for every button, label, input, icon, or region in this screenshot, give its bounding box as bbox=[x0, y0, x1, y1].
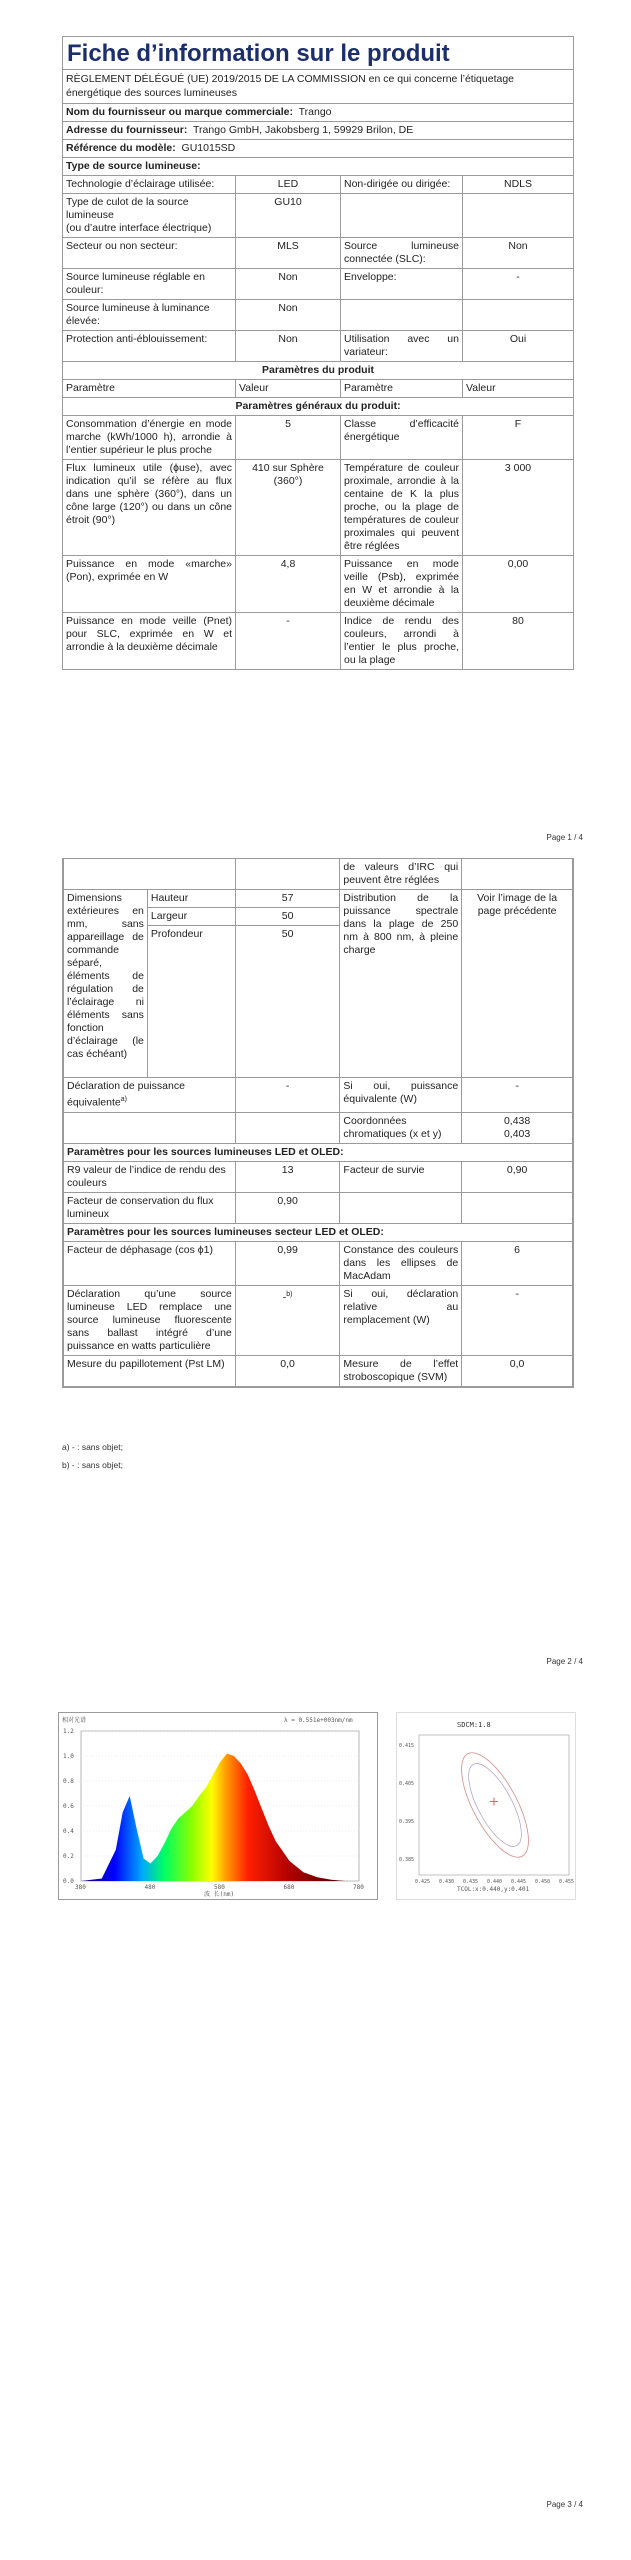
cri-value: 80 bbox=[462, 613, 573, 669]
equiv-label: Déclaration de puissance équivalente bbox=[67, 1080, 185, 1109]
cri-cont: de valeurs d’IRC qui peuvent être réglées bbox=[340, 859, 462, 890]
envelope-value: - bbox=[462, 269, 573, 299]
led-title: Paramètres pour les sources lumineuses LED et OLED: bbox=[64, 1143, 573, 1161]
equiv-w-value: - bbox=[462, 1078, 573, 1113]
class-label: Classe d’efficacité énergétique bbox=[340, 416, 462, 459]
general-title: Paramètres généraux du produit: bbox=[235, 400, 401, 412]
sdcm-x-tick: 0.445 bbox=[511, 1879, 527, 1885]
mains-value: MLS bbox=[235, 238, 340, 268]
page-3 bbox=[0, 1700, 631, 2520]
page-1 bbox=[0, 0, 631, 842]
spectrum-title: 相对光谱 bbox=[62, 1717, 87, 1724]
sdcm-x-tick: 0.450 bbox=[535, 1879, 551, 1885]
r9-label: R9 valeur de l’indice de rendu des couleurs bbox=[64, 1161, 236, 1192]
pf-label: Facteur de déphasage (cos ϕ1) bbox=[64, 1241, 236, 1285]
params-table bbox=[63, 859, 573, 1387]
tech-label: Technologie d’éclairage utilisée: bbox=[66, 178, 215, 190]
supplier-row bbox=[63, 103, 573, 121]
spectrum-x-tick: 680 bbox=[283, 1884, 295, 1891]
cap-row bbox=[63, 193, 573, 237]
spectrum-chart bbox=[58, 1712, 378, 1900]
width-label: Largeur bbox=[147, 908, 235, 926]
replace-label: Déclaration qu’une source lumineuse LED remplace une source lumineuse fluorescente sans ballast intégré d’une puissance en watts particulière bbox=[64, 1285, 236, 1355]
sdcm-chart bbox=[396, 1712, 576, 1900]
dimmer-value: Oui bbox=[462, 331, 573, 361]
dimmer-label: Utilisation avec un variateur: bbox=[340, 331, 462, 361]
highlum-value: Non bbox=[235, 300, 340, 330]
psb-value: 0,00 bbox=[462, 556, 573, 612]
col-value-1: Valeur bbox=[235, 380, 340, 397]
chromaticity-point bbox=[490, 1798, 498, 1806]
sdcm-x-tick: 0.430 bbox=[439, 1879, 455, 1885]
equiv-row bbox=[64, 1078, 573, 1113]
spectrum-xlabel: 波 长(nm) bbox=[204, 1891, 235, 1898]
sdcm-ticks bbox=[399, 1743, 574, 1885]
connected-value: Non bbox=[462, 238, 573, 268]
highlum-label: Source lumineuse à luminance élevée: bbox=[66, 302, 210, 327]
highlum-row bbox=[63, 299, 573, 330]
sdcm-x-tick: 0.455 bbox=[559, 1879, 575, 1885]
page-number-3: Page 3 / 4 bbox=[546, 2500, 583, 2509]
flicker-value: 0,0 bbox=[235, 1355, 340, 1386]
spectrum-y-tick: 0.0 bbox=[63, 1878, 74, 1885]
maint-value: 0,90 bbox=[235, 1192, 340, 1223]
dims-row-1 bbox=[64, 890, 573, 908]
pnet-value: - bbox=[235, 613, 340, 669]
macadam-label: Constance des couleurs dans les ellipses de MacAdam bbox=[340, 1241, 462, 1285]
survival-label: Facteur de survie bbox=[340, 1161, 462, 1192]
address-row bbox=[63, 121, 573, 139]
r9-row bbox=[64, 1161, 573, 1192]
energy-label: Consommation d’énergie en mode marche (kWh/1000 h), arrondie à l’entier supérieur le plus proche bbox=[66, 418, 232, 456]
spectrum-y-tick: 0.6 bbox=[63, 1803, 74, 1810]
general-title-row bbox=[63, 397, 573, 415]
spectrum-y-tick: 1.2 bbox=[63, 1728, 74, 1735]
supplier-value: Trango bbox=[298, 106, 332, 118]
flicker-label: Mesure du papillotement (Pst LM) bbox=[64, 1355, 236, 1386]
supplier-label: Nom du fournisseur ou marque commerciale: bbox=[66, 106, 293, 118]
flux-label: Flux lumineux utile (ɸuse), avec indication qu’il se réfère au flux dans une sphère (360°), dans un cône large (120°) ou dans un cône étroit (90°) bbox=[66, 462, 232, 526]
sdcm-x-tick: 0.425 bbox=[415, 1879, 431, 1885]
pon-row bbox=[63, 555, 573, 612]
sdcm-y-tick: 0.385 bbox=[399, 1857, 415, 1863]
spectrum-y-tick: 0.4 bbox=[63, 1828, 74, 1835]
params-title: Paramètres du produit bbox=[261, 364, 375, 376]
macadam-ellipse-inner bbox=[458, 1756, 531, 1853]
antiglare-label: Protection anti-éblouissement: bbox=[66, 333, 208, 345]
equiv-w-label: Si oui, puissance équivalente (W) bbox=[340, 1078, 462, 1113]
sdcm-x-tick: 0.440 bbox=[487, 1879, 503, 1885]
energy-value: 5 bbox=[235, 416, 340, 459]
cap-label: Type de culot de la source lumineuse bbox=[66, 196, 189, 221]
psb-label: Puissance en mode veille (Psb), exprimée en W et arrondie à la deuxième décimale bbox=[340, 556, 462, 612]
height-value: 57 bbox=[235, 890, 340, 908]
sdcm-x-tick: 0.435 bbox=[463, 1879, 479, 1885]
mains-led-title: Paramètres pour les sources lumineuses secteur LED et OLED: bbox=[64, 1223, 573, 1241]
envelope-label: Enveloppe: bbox=[340, 269, 462, 299]
flicker-row bbox=[64, 1355, 573, 1386]
sdcm-title: SDCM:1.8 bbox=[457, 1721, 491, 1729]
pon-value: 4,8 bbox=[235, 556, 340, 612]
product-info-sheet bbox=[62, 36, 574, 670]
depth-label: Profondeur bbox=[147, 926, 235, 1078]
spectrum-svg bbox=[59, 1713, 377, 1899]
sdcm-y-tick: 0.415 bbox=[399, 1743, 415, 1749]
svm-label: Mesure de l’effet stroboscopique (SVM) bbox=[340, 1355, 462, 1386]
chrom-row bbox=[64, 1112, 573, 1143]
pnet-label: Puissance en mode veille (Pnet) pour SLC, exprimée en W et arrondie à la deuxième décimale bbox=[66, 615, 232, 653]
cri-label: Indice de rendu des couleurs, arrondi à l’entier le plus proche, ou la plage bbox=[340, 613, 462, 669]
maint-row bbox=[64, 1192, 573, 1223]
macadam-value: 6 bbox=[462, 1241, 573, 1285]
cct-value: 3 000 bbox=[462, 460, 573, 555]
chrom-label: Coordonnées chromatiques (x et y) bbox=[340, 1112, 462, 1143]
col-param-2: Paramètre bbox=[340, 380, 462, 397]
type-label: Type de source lumineuse: bbox=[66, 160, 201, 172]
cri-cont-row bbox=[64, 859, 573, 890]
replace-value: - bbox=[282, 1291, 287, 1303]
cap-label-2: (ou d’autre interface électrique) bbox=[66, 222, 212, 234]
class-value: F bbox=[462, 416, 573, 459]
model-label: Référence du modèle: bbox=[66, 142, 176, 154]
spectral-label: Distribution de la puissance spectrale dans la plage de 250 nm à 800 nm, à pleine charge bbox=[340, 890, 462, 1078]
footnote-b: b) - : sans objet; bbox=[62, 1460, 123, 1470]
pf-value: 0,99 bbox=[235, 1241, 340, 1285]
nondir-value: NDLS bbox=[462, 176, 573, 193]
type-row bbox=[63, 157, 573, 175]
r9-value: 13 bbox=[235, 1161, 340, 1192]
page-2 bbox=[0, 858, 631, 1678]
spectrum-x-tick: 380 bbox=[75, 1884, 86, 1891]
mains-label: Secteur ou non secteur: bbox=[66, 240, 178, 252]
cap-value: GU10 bbox=[235, 194, 340, 237]
svm-value: 0,0 bbox=[462, 1355, 573, 1386]
maint-label: Facteur de conservation du flux lumineux bbox=[64, 1192, 236, 1223]
spectrum-x-tick: 480 bbox=[144, 1884, 156, 1891]
model-value: GU1015SD bbox=[181, 142, 236, 154]
colour-row bbox=[63, 268, 573, 299]
antiglare-value: Non bbox=[235, 331, 340, 361]
col-param-1: Paramètre bbox=[66, 382, 116, 394]
tech-row bbox=[63, 175, 573, 193]
survival-value: 0,90 bbox=[462, 1161, 573, 1192]
params-title-row bbox=[63, 361, 573, 379]
connected-label: Source lumineuse connectée (SLC): bbox=[340, 238, 462, 268]
column-header-row bbox=[63, 379, 573, 397]
depth-value: 50 bbox=[235, 926, 340, 1078]
address-label: Adresse du fournisseur: bbox=[66, 124, 188, 136]
flux-row bbox=[63, 459, 573, 555]
page-title: Fiche d’information sur le produit bbox=[67, 40, 450, 67]
col-value-2: Valeur bbox=[462, 380, 573, 397]
sdcm-y-tick: 0.395 bbox=[399, 1819, 415, 1825]
height-label: Hauteur bbox=[147, 890, 235, 908]
model-row bbox=[63, 139, 573, 157]
macadam-ellipse-outer bbox=[448, 1743, 541, 1866]
spectrum-y-tick: 0.2 bbox=[63, 1853, 74, 1860]
footnote-a: a) - : sans objet; bbox=[62, 1442, 123, 1452]
replace-row bbox=[64, 1285, 573, 1355]
flux-value: 410 sur Sphère (360°) bbox=[235, 460, 340, 555]
width-value: 50 bbox=[235, 908, 340, 926]
dims-label: Dimensions extérieures en mm, sans appareillage de commande séparé, éléments de régulation de l’éclairage ni éléments sans fonction d’éclairage (le cas échéant) bbox=[64, 890, 148, 1078]
cct-label: Température de couleur proximale, arrondie à la centaine de K la plus proche, ou la plage de températures de couleur proximales qui peuvent être réglées bbox=[340, 460, 462, 555]
colour-value: Non bbox=[235, 269, 340, 299]
spectrum-x-tick: 780 bbox=[353, 1884, 364, 1891]
spectrum-y-tick: 0.8 bbox=[63, 1778, 74, 1785]
regulation-text: RÈGLEMENT DÉLÉGUÉ (UE) 2019/2015 DE LA COMMISSION en ce qui concerne l’étiquetage énergétique des sources lumineuses bbox=[63, 69, 573, 103]
replace-w-label: Si oui, déclaration relative au remplacement (W) bbox=[340, 1285, 462, 1355]
sdcm-svg bbox=[397, 1713, 575, 1899]
chrom-x: 0,438 bbox=[503, 1114, 531, 1127]
energy-row bbox=[63, 415, 573, 459]
mains-led-title-row bbox=[64, 1223, 573, 1241]
address-value: Trango GmbH, Jakobsberg 1, 59929 Brilon, DE bbox=[193, 124, 414, 136]
page-number-1: Page 1 / 4 bbox=[546, 833, 583, 842]
spectrum-x-tick: 580 bbox=[214, 1884, 225, 1891]
nondir-label: Non-dirigée ou dirigée: bbox=[340, 176, 462, 193]
equiv-value: - bbox=[235, 1078, 340, 1113]
mains-row bbox=[63, 237, 573, 268]
antiglare-row bbox=[63, 330, 573, 361]
spectrum-area bbox=[81, 1754, 359, 1882]
sdcm-footer: TCOL:x:0.440,y:0.401 bbox=[457, 1886, 530, 1893]
pnet-row bbox=[63, 612, 573, 669]
tech-value: LED bbox=[235, 176, 340, 193]
chrom-y: 0,403 bbox=[503, 1127, 531, 1140]
replace-note-ref: b) bbox=[286, 1290, 293, 1298]
colour-label: Source lumineuse réglable en couleur: bbox=[66, 271, 205, 296]
spectrum-formula: λ = 0.551e+003nm/nm bbox=[284, 1717, 353, 1724]
sdcm-y-tick: 0.405 bbox=[399, 1781, 415, 1787]
product-info-sheet-continued bbox=[62, 858, 574, 1388]
led-title-row bbox=[64, 1143, 573, 1161]
spectral-value: Voir l’image de la page précédente bbox=[462, 890, 573, 1078]
spectrum-y-tick: 1.0 bbox=[63, 1753, 74, 1760]
pf-row bbox=[64, 1241, 573, 1285]
replace-w-value: - bbox=[462, 1285, 573, 1355]
equiv-note-ref: a) bbox=[120, 1096, 127, 1103]
pon-label: Puissance en mode «marche» (Pon), exprimée en W bbox=[66, 558, 232, 583]
page-number-2: Page 2 / 4 bbox=[546, 1657, 583, 1666]
